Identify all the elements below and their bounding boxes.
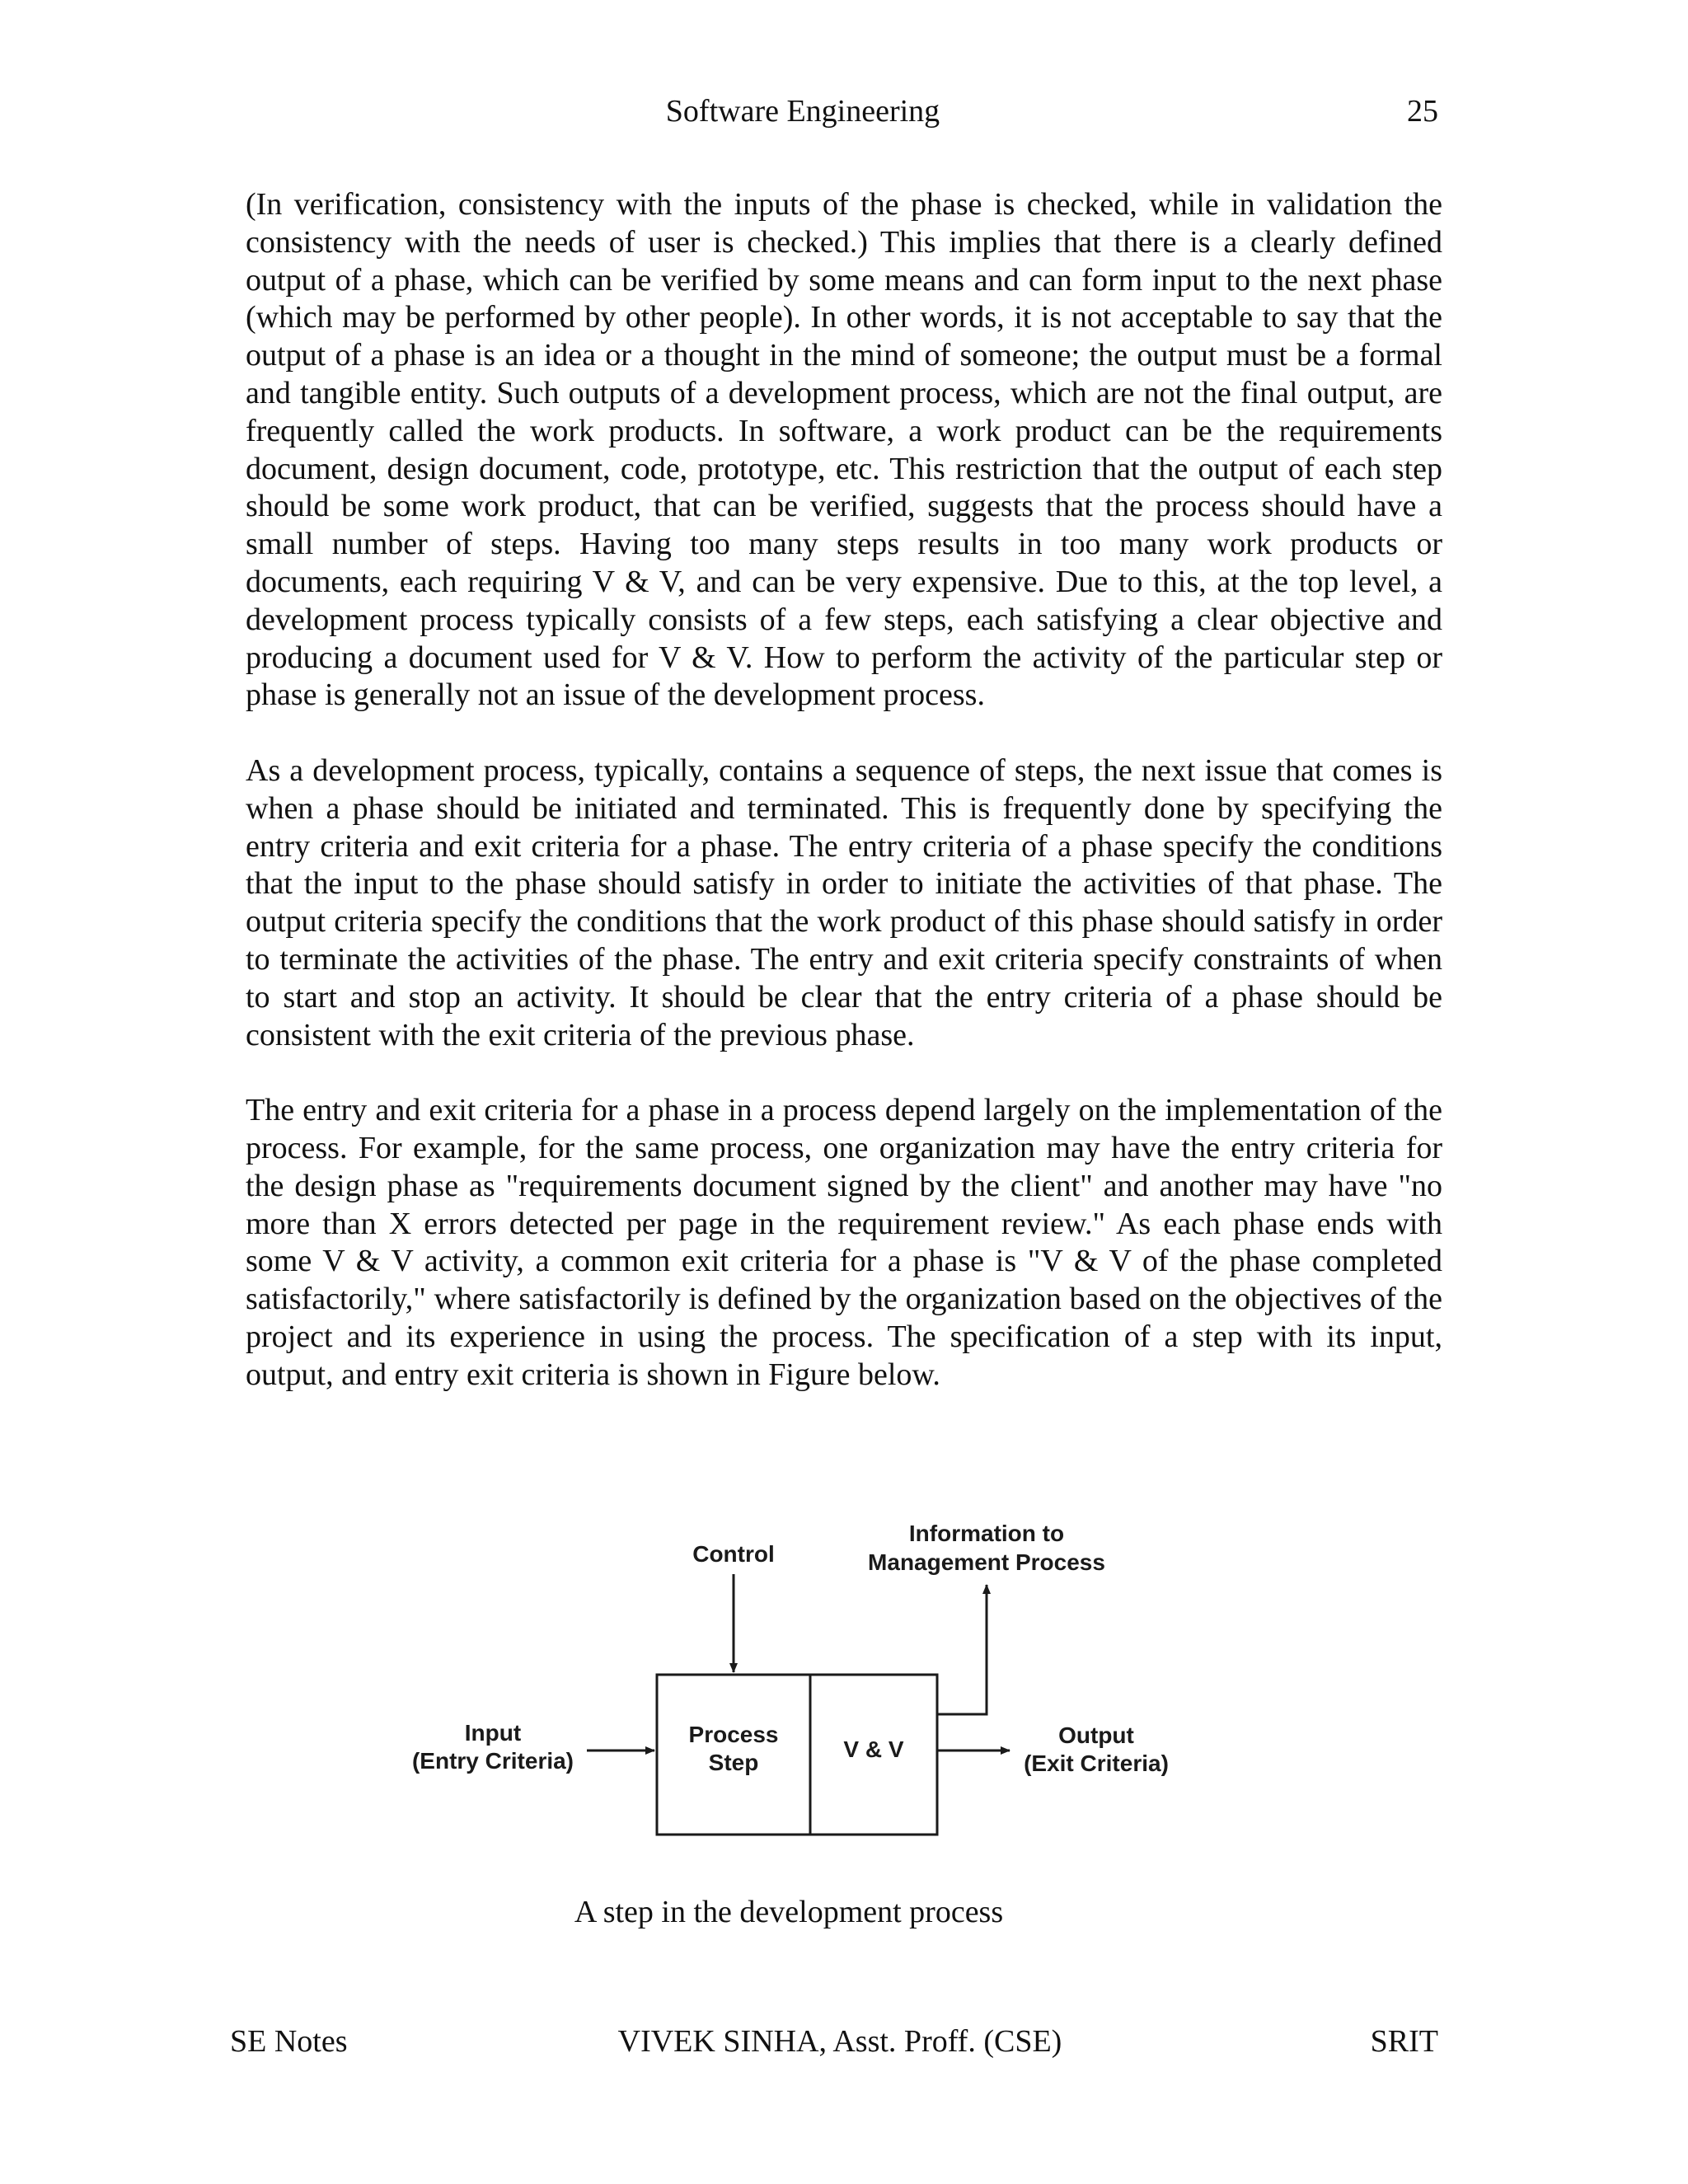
- paragraph-implementation: The entry and exit criteria for a phase in a process depend largely on the implementation of the process. For example, for the same process, one organization may have the entry criteria for the design phase as "requirements document signed by the client" and another may have "no more than X errors detected per page in the requirement review." As each phase ends with some V & V activity, a common exit criteria for a phase is "V & V of the phase completed satisfactorily," where satisfactorily is defined by the organization based on the objectives of the project and its experience in using the process. The specification of a step with its input, output, and entry exit criteria is shown in Figure below.: [246, 1093, 1442, 1392]
- output-label-line1: Output: [1058, 1722, 1134, 1748]
- body-text: [246, 186, 1442, 1432]
- process-label-line2: Step: [708, 1750, 759, 1775]
- process-label-line1: Process: [688, 1722, 779, 1747]
- output-label-line2: (Exit Criteria): [1024, 1750, 1169, 1776]
- info-label-line2: Management Process: [868, 1549, 1105, 1575]
- paragraph-verification: (In verification, consistency with the inputs of the phase is checked, while in validation the consistency with the needs of user is checked.) This implies that there is a clearly defined output of a phase, which can be verified by some means and can form input to the next phase (which may be performed by other people). In other words, it is not acceptable to say that the output of a phase is an idea or a thought in the mind of someone; the output must be a formal and tangible entity. Such outputs of a development process, which are not the final output, are frequently called the work products. In software, a work product can be the requirements document, design document, code, prototype, etc. This restriction that the output of each step should be some work product, that can be verified, suggests that the process should have a small number of steps. Having too many steps results in too many work products or documents, each requiring V & V, and can be very expensive. Due to this, at the top level, a development process typically consists of a few steps, each satisfying a clear objective and producing a document used for V & V. How to perform the activity of the particular step or phase is generally not an issue of the development process.: [246, 187, 1442, 713]
- process-step-diagram: [0, 1508, 1688, 1904]
- paragraph-entry-exit-criteria: As a development process, typically, contains a sequence of steps, the next issue that comes is when a phase should be initiated and terminated. This is frequently done by specifying the entry criteria and exit criteria for a phase. The entry criteria of a phase specify the conditions that the input to the phase should satisfy in order to initiate the activities of that phase. The output criteria specify the conditions that the work product of this phase should satisfy in order to terminate the activities of the phase. The entry and exit criteria specify constraints of when to start and stop an activity. It should be clear that the entry criteria of a phase should be consistent with the exit criteria of the previous phase.: [246, 752, 1442, 1052]
- vv-label: V & V: [843, 1736, 904, 1762]
- figure-caption: A step in the development process: [574, 1895, 1004, 1929]
- footer-author: VIVEK SINHA, Asst. Proff. (CSE): [617, 2024, 1062, 2059]
- running-header-title: Software Engineering: [665, 94, 940, 129]
- footer-institute: SRIT: [1370, 2024, 1438, 2059]
- info-label-line1: Information to: [908, 1521, 1065, 1546]
- footer-left: SE Notes: [230, 2024, 348, 2059]
- control-label: Control: [692, 1541, 775, 1567]
- input-label-line2: (Entry Criteria): [411, 1748, 574, 1774]
- input-label-line1: Input: [464, 1720, 522, 1746]
- information-arrow: [937, 1585, 987, 1714]
- page-number: 25: [1407, 94, 1438, 129]
